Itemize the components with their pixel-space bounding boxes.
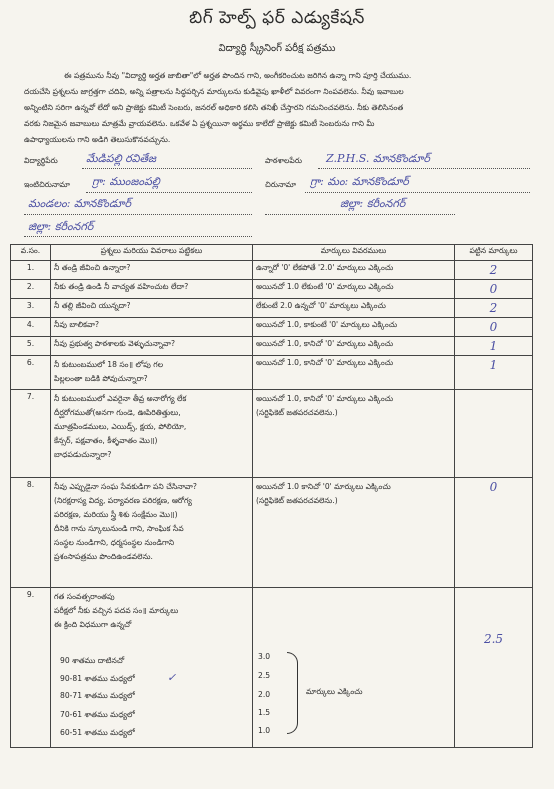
row-question (51, 588, 253, 748)
row-rule: అయినచో 1.0 లేకుంటే '0' మార్కులు ఎక్కించు (253, 280, 455, 299)
student-name-underline (82, 168, 252, 169)
grade-label: 90 శాతము దాటినచో (60, 656, 125, 665)
question-line: (నిరక్షరాస్య విద్య, పర్యావరణ పరిరక్షణ, ఆరోగ్య (54, 496, 192, 505)
row-mark: 0 (455, 318, 533, 337)
question-line: పరీక్షలో నీకు వచ్చిన పదవ సం॥ మార్కులు (54, 606, 179, 615)
row-number: 3. (11, 299, 51, 318)
question-line: పరిరక్షణ, మరియు స్త్రీ శిశు సంక్షేమం మొ॥) (54, 510, 178, 519)
question-line: ప్రశంసాపత్రము పొందిఉండవలెను. (54, 552, 153, 561)
row-question: నీవు బాలికవా? (51, 318, 253, 337)
student-name-label: విద్యార్థిపేరు (24, 156, 58, 165)
row-rule: అయినచో 1.0, కాకుంటే '0' మార్కులు ఎక్కించు (253, 318, 455, 337)
table-row (11, 356, 533, 390)
row-rule: అయినచో 1.0, కానిచో '0' మార్కులు ఎక్కించు (253, 337, 455, 356)
row-question (51, 478, 253, 588)
grade-value: 1.5 (258, 708, 271, 717)
row-number: 1. (11, 261, 51, 280)
screening-table (10, 244, 533, 748)
district-line-value: జిల్లా: కరీంనగర్ (28, 220, 94, 233)
grade-label: 70-61 శాతము మధ్యలో (60, 710, 135, 719)
row-question: నీకు తండ్రి ఉండి నీ వాచ్యత వహించుట లేదా? (51, 280, 253, 299)
question-line: మూత్రపిండములు, ఎయిడ్స్, క్షయ, పోలియో, (54, 422, 187, 431)
table-row (11, 280, 533, 299)
row-mark: 0 (455, 478, 533, 588)
table-row (11, 478, 533, 588)
question-line: నీ కుటుంబములో ఎవరైనా తీవ్ర అనారోగ్య లేక (54, 394, 187, 403)
row-question: నీవు ప్రభుత్వ పాఠశాలకు వెళ్ళుచున్నావా? (51, 337, 253, 356)
col-header-marks: పట్టిన మార్కులు (455, 245, 533, 261)
question-line: నీవు ఎప్పుడైనా సంఘ సేవకుడిగా పని చేసినావా? (54, 482, 197, 491)
rule-line: అయినచో 1.0, కానిచో '0' మార్కులు ఎక్కించు (256, 394, 394, 403)
form-title: బిగ్ హెల్ప్ ఫర్ ఎడ్యుకేషన్ (189, 8, 365, 28)
grade-label: 60-51 శాతము మధ్యలో (60, 728, 135, 737)
rule-line: (సర్టిఫికెట్ జతపరచవలెను.) (256, 408, 338, 417)
row-number: 4. (11, 318, 51, 337)
row-rule-grades (253, 588, 455, 748)
question-line: ఈ క్రింది విధముగా ఉన్నచో (54, 620, 132, 629)
row-number: 2. (11, 280, 51, 299)
school-name-underline (318, 168, 530, 169)
question-line: గత సంవత్సరాంతపు (54, 592, 115, 601)
row-number: 9. (11, 588, 51, 748)
row-mark: 2 (455, 299, 533, 318)
col-header-question: ప్రశ్నలు మరియు వివరాలు పట్టికలు (51, 245, 253, 261)
col-header-number: వ.సం. (11, 245, 51, 261)
row-rule: లేకుంటే 2.0 ఉన్నచో '0' మార్కులు ఎక్కించు (253, 299, 455, 318)
question-line: నీ కుటుంబములో 18 సం॥ లోపు గల (54, 360, 164, 369)
table-row (11, 337, 533, 356)
row-mark (455, 390, 533, 478)
row-mark: 1 (455, 356, 533, 390)
grade-value: 1.0 (258, 726, 271, 735)
table-row (11, 318, 533, 337)
row-question: నీ తల్లి జీవించి యున్నదా? (51, 299, 253, 318)
grade-tick: ✓ (167, 671, 177, 684)
intro-line-2: దయచేసి ప్రశ్నలను జాగ్రత్తగా చదివి, అన్ని పత్రాలను సిద్ధపర్చిన మార్కులను కుడివైపు ఖాళీలో వివరంగా నింపవలెను. నీవు ఇవాబుల (24, 87, 404, 96)
table-header-row (11, 245, 533, 261)
question-line: సంస్థల నుండిగాని, ధర్మసంస్థల నుండిగాని (54, 538, 175, 547)
address-line2-value: మండలం: మానకొండూర్ (28, 197, 132, 210)
grades-brace (287, 652, 298, 734)
grade-label: 80-71 శాతము మధ్యలో (60, 691, 135, 700)
district-underline (265, 214, 455, 215)
question-line: కేన్సర్, పక్షవాతం, కీళ్ళవాతం మొ॥) (54, 436, 158, 445)
address-line2-underline (24, 214, 252, 215)
question-line: పిల్లలంతా బడికి పోవుచున్నారా? (54, 374, 148, 383)
row-rule: అయినచో 1.0, కానిచో '0' మార్కులు ఎక్కించు (253, 356, 455, 390)
home-address-underline (86, 192, 252, 193)
row-rule (253, 390, 455, 478)
home-address-value: గ్రా: ముంజంపల్లి (92, 175, 160, 188)
col-header-rule: మార్కులు వివరములు (253, 245, 455, 261)
district-line-underline (24, 236, 252, 237)
school-name-value: Z.P.H.S. మానకొండూర్ (326, 152, 430, 165)
school-address-value: గ్రా: మం: మానకొండూర్ (310, 175, 409, 188)
row-number: 7. (11, 390, 51, 478)
table-row (11, 390, 533, 478)
row-rule: ఉన్నారో '0' లేకపోతే '2.0' మార్కులు ఎక్కించు (253, 261, 455, 280)
grade-value: 3.0 (258, 652, 271, 661)
row-question (51, 356, 253, 390)
intro-line-3: అన్నింటిని సరిగా ఉన్నవో లేదో అని ప్రాజెక్టు కమిటీ సెంబరు, జనరల్ అధికారి కలిసి తనిఖీ చేస్తారని గమనించవలెను. నీకు తెలిసినంత (24, 103, 404, 112)
table-row (11, 261, 533, 280)
table-row (11, 588, 533, 748)
grade-value: 2.0 (258, 690, 271, 699)
rule-line: (సర్టిఫికెట్ జతపరచవలెను.) (256, 496, 338, 505)
district-value: జిల్లా: కరీంనగర్ (340, 197, 406, 210)
row-mark: 1 (455, 337, 533, 356)
grades-rule: మార్కులు ఎక్కించు (306, 687, 363, 696)
intro-line-4: వరకు నిజమైన జవాబులు మాత్రమే వ్రాయవలెను. ఒకవేళ ఏ ప్రశ్నయినా అర్థము కాలేదో ప్రాజెక్టు కమిటీ సెంబరును గాని మీ (24, 119, 375, 128)
home-address-label: ఇంటిచిరునామా (24, 180, 71, 189)
intro-line-1: ఈ పత్రమును నీవు "విద్యార్థి అర్హత జాబితా"లో అర్హత పొందిన గాని, అంగీకరించుట జరిగిన ఉన్నా గాని పూర్తి చేయుము. (64, 71, 412, 80)
grade-value: 2.5 (258, 671, 271, 680)
intro-line-5: ఉపాధ్యాయులను గాని అడిగి తెలుసుకొనవచ్చును. (24, 135, 171, 144)
school-address-label: చిరునామా (265, 180, 297, 189)
school-name-label: పాఠశాలపేరు (265, 156, 302, 165)
table-row (11, 299, 533, 318)
row-number: 5. (11, 337, 51, 356)
row-mark: 2.5 (455, 588, 533, 748)
school-address-underline (305, 192, 530, 193)
question-line: దీర్ఘరోగముతో(అనగా గుండె, ఊపిరితిత్తులు, (54, 408, 181, 417)
student-name-value: మేడిపల్లి రవితేజ (86, 152, 157, 165)
row-question (51, 390, 253, 478)
row-number: 6. (11, 356, 51, 390)
rule-line: అయినచో 1.0 కానిచో '0' మార్కులు ఎక్కించు (256, 482, 391, 491)
form-subtitle: విద్యార్థి స్క్రీనింగ్ పరీక్ష పత్రము (218, 43, 336, 54)
question-line: బాధపడుచున్నారా? (54, 450, 112, 459)
row-mark: 0 (455, 280, 533, 299)
row-mark: 2 (455, 261, 533, 280)
row-rule (253, 478, 455, 588)
grade-label: 90-81 శాతము మధ్యలో (60, 674, 135, 683)
question-line: దీనికి గాను స్కూలునుండి గాని, సాంఘిక సేవ (54, 524, 184, 533)
row-number: 8. (11, 478, 51, 588)
row-question: నీ తండ్రి జీవించి ఉన్నారా? (51, 261, 253, 280)
